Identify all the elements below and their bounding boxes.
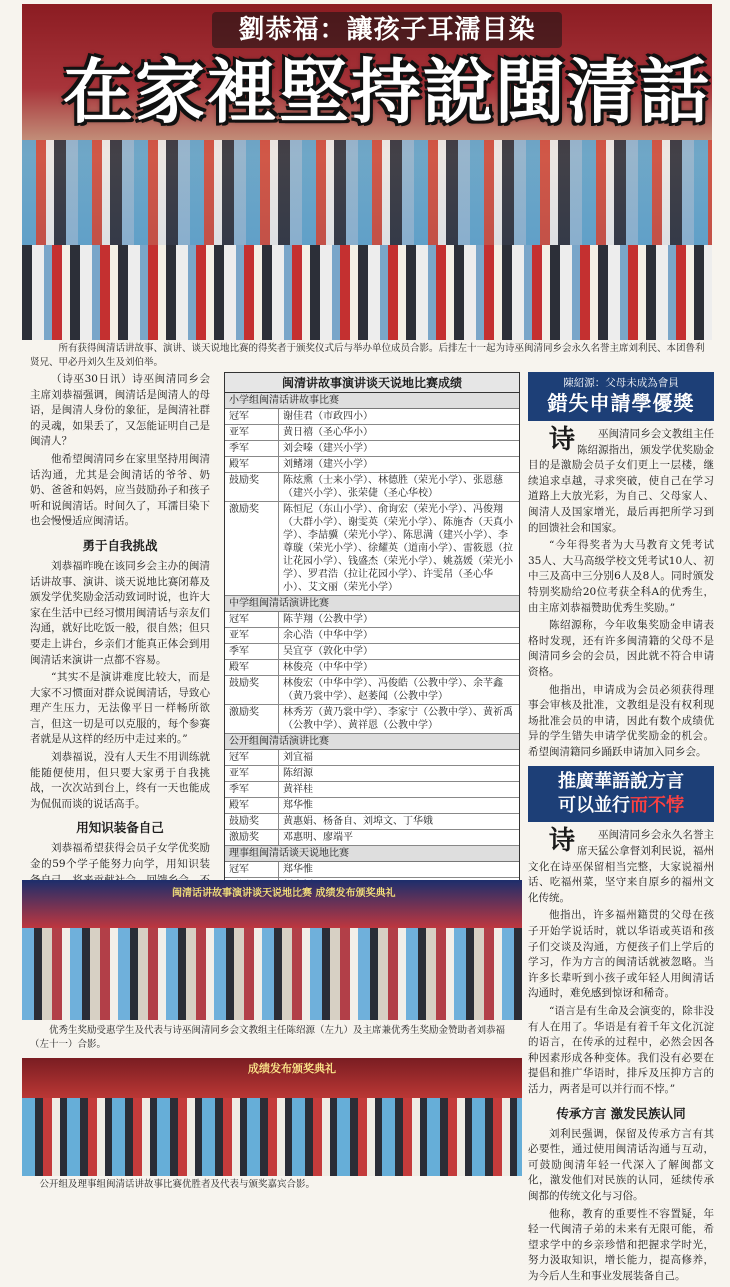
results-section-heading: 中学组闽清话演讲比赛 xyxy=(225,596,519,612)
sidebar-headline-1-kicker: 陳紹源：父母未成為會員 xyxy=(563,377,679,389)
photo-crowd xyxy=(22,1098,522,1176)
paragraph: 诗巫闽清同乡会永久名誉主席天猛公拿督刘利民说，福州文化在诗巫保留相当完整，大家说福州话、吃福州菜，坚守来自原乡的福州文化传统。 xyxy=(528,826,714,904)
results-row xyxy=(225,473,519,502)
winner-cell: 吴宜亨（敦化中学） xyxy=(283,646,373,657)
results-section-heading: 理事组闽清话谈天说地比赛 xyxy=(225,846,519,862)
sidebar-headline-2-line1: 推廣華語說方言 xyxy=(558,771,684,793)
results-row xyxy=(225,628,519,644)
sidebar-headline-2-highlight: 而不悖 xyxy=(630,795,684,817)
paragraph: “今年得奖者为大马教育文凭考试35人、大马高级学校文凭考试10人、初中三及高中三分别6人及8人。同时颁发特别奖励给20位考获全科A的优秀生，由主席刘恭福赞助优秀生奖励。” xyxy=(528,539,714,614)
winner-cell: 陈绍源 xyxy=(283,768,313,779)
results-table xyxy=(224,372,520,943)
award-cell: 亚军 xyxy=(225,425,279,440)
bottom-group-photo xyxy=(22,1058,522,1176)
results-row xyxy=(225,750,519,766)
paragraph: 陈绍源称，今年收集奖励金申请表格时发现，还有许多闽清籍的父母不是闽清同乡会的会员，因此就不符合申请资格。 xyxy=(528,619,714,678)
award-cell: 季军 xyxy=(225,782,279,797)
paragraph: “其实不是演讲难度比较大，而是大家不习惯面对群众说闽清话，导致心理产生压力，无法像平日一样畅所欲言，但这一切是可以克服的，每个参赛者就是从这样的经历中走过来的。” xyxy=(30,671,210,746)
award-cell: 殿军 xyxy=(225,457,279,472)
award-cell: 冠军 xyxy=(225,612,279,627)
results-section-heading: 公开组闽清话演讲比赛 xyxy=(225,734,519,750)
results-row xyxy=(225,660,519,676)
paragraph: 诗巫闽清同乡会文教组主任陈绍源指出，颁发学优奖励金目的是激励会员子女们更上一层楼，继续追求卓越，寻求突破，使自己在学习道路上大放光彩，为自己、父母家人、闽清人及国家增光，最后再把所学习到的回馈社会和国家。 xyxy=(528,425,714,534)
photo-crowd-front xyxy=(22,245,712,340)
photo-crowd xyxy=(22,928,522,1020)
paragraph: 刘恭福说，没有人天生不用训练就能随便使用，但只要大家勇于自我挑战，一次次站到台上，终有一天也能成为侃侃而谈的说话高手。 xyxy=(30,751,210,810)
award-cell: 激励奖 xyxy=(225,705,279,733)
winner-cell: 黄惠娟、杨备自、刘埠文、丁华娥 xyxy=(283,816,433,827)
sidebar-headline-1-title: 錯失申請學優獎 xyxy=(547,391,695,415)
award-cell: 冠军 xyxy=(225,409,279,424)
winner-cell: 林俊亮（中华中学） xyxy=(283,662,373,673)
results-row xyxy=(225,644,519,660)
results-row xyxy=(225,782,519,798)
winner-cell: 陈芋翔（公教中学） xyxy=(283,614,373,625)
photo-backdrop-banner: 闽清话讲故事演讲谈天说地比赛 成绩发布颁奖典礼 xyxy=(172,888,396,899)
award-cell: 鼓励奖 xyxy=(225,676,279,704)
award-cell: 亚军 xyxy=(225,766,279,781)
award-cell: 冠军 xyxy=(225,862,279,877)
winner-cell: 余心浩（中华中学） xyxy=(283,630,373,641)
results-row xyxy=(225,441,519,457)
results-row xyxy=(225,409,519,425)
winner-cell: 谢佳君（市政四小） xyxy=(283,411,373,422)
winner-cell: 刘鳍翊（建兴小学） xyxy=(283,459,373,470)
winner-cell: 黄祥桂 xyxy=(283,784,313,795)
section-heading: 传承方言 激发民族认同 xyxy=(556,1105,686,1121)
winner-cell: 黄日禧（圣心华小） xyxy=(283,427,373,438)
award-cell: 季军 xyxy=(225,441,279,456)
winner-cell: 林俊宏（中华中学）、冯俊皓（公教中学）、余芊鑫（黄乃裳中学）、赵萎闻（公教中学） xyxy=(283,678,503,702)
headline: 在家裡堅持說閩清話 xyxy=(63,51,711,133)
winner-cell: 邓惠明、廖端平 xyxy=(283,832,353,843)
award-cell: 冠军 xyxy=(225,750,279,765)
results-table-body xyxy=(225,393,519,942)
sidebar-headline-2-part: 可以並行 xyxy=(558,795,630,817)
photo-backdrop-banner: 成绩发布颁奖典礼 xyxy=(248,1062,336,1075)
award-cell: 激励奖 xyxy=(225,502,279,595)
paragraph: 他希望闽清同乡在家里坚持用闽清话沟通，尤其是会闽清话的爷爷、奶奶、爸爸和妈妈，应当鼓励孙子和孩子听和说闽清话。时间久了，耳濡目染下也会慢慢适应闽清话。 xyxy=(30,452,210,528)
left-article-column xyxy=(30,372,210,953)
results-row xyxy=(225,798,519,814)
results-row xyxy=(225,676,519,705)
results-row xyxy=(225,830,519,846)
paragraph: “语言是有生命及会演变的，除非没有人在用了。华语是有着千年文化沉淀的语言，在传承的过程中，必然会因各种因素形成各种变体。我们没有必要在提倡和推广华语时，排斥及压抑方言的活力，两者是可以并行而不悖。” xyxy=(528,1005,714,1095)
award-cell: 鼓励奖 xyxy=(225,814,279,829)
paragraph: 刘恭福昨晚在该同乡会主办的闽清话讲故事、演讲、谈天说地比赛闭幕及颁发学优奖励金活动致词时说，也许大家在生活中已经习惯用闽清话与亲友们沟通，就好比吃饭一般，很自然；但只要走上讲台，乡亲们才能真正体会到用闽清话来演讲一点都不容易。 xyxy=(30,559,210,666)
winner-cell: 陈炫熏（士来小学）、林德胜（荣光小学）、张恩慈（建兴小学）、张荣倢（圣心华校） xyxy=(283,475,503,499)
award-cell: 季军 xyxy=(225,644,279,659)
bottom-photo-caption: 公开组及理事组闽清话讲故事比赛优胜者及代表与颁奖嘉宾合影。 xyxy=(39,1179,316,1190)
results-row xyxy=(225,612,519,628)
award-cell: 激励奖 xyxy=(225,830,279,845)
right-article-column xyxy=(528,372,714,1287)
results-table-title: 闽清讲故事演讲谈天说地比赛成绩 xyxy=(225,373,519,393)
award-cell: 殿军 xyxy=(225,660,279,675)
award-cell: 鼓励奖 xyxy=(225,473,279,501)
sidebar-headline-2 xyxy=(528,766,714,822)
paragraph: 他指出，许多福州籍贯的父母在孩子开始学说话时，就以华语或英语和孩子们交谈及沟通，方便孩子们上学后的学习，作为方言的闽清话就被忽略。当许多长辈听到小孩子或年轻人用闽清话沟通时，难免感到惊讶和稀奇。 xyxy=(528,909,714,1000)
winner-cell: 郑华惟 xyxy=(283,864,313,875)
results-row xyxy=(225,425,519,441)
award-cell: 殿军 xyxy=(225,798,279,813)
top-photo-caption: 所有获得闽清话讲故事、演讲、谈天说地比赛的得奖者于颁奖仪式后与举办单位成员合影。后排左十一起为诗巫闽清同乡会永久名誉主席刘利民、本团鲁利贤兄、甲必丹刘久生及刘伯举。 xyxy=(30,343,705,368)
sidebar-headline-2-line2 xyxy=(534,794,708,818)
winner-cell: 刘会嗪（建兴小学） xyxy=(283,443,373,454)
headline-subtitle: 劉恭福：讓孩子耳濡目染 xyxy=(212,12,562,48)
results-row xyxy=(225,457,519,473)
winner-cell: 林秀芳（黄乃裳中学）、李家宁（公教中学）、黄祈禹（公教中学）、黄祥恩（公教中学） xyxy=(283,707,513,731)
paragraph: 刘利民强调，保留及传承方言有其必要性，通过使用闽清话沟通与互动，可鼓励闽清年轻一代深入了解闽都文化，激发他们对民族的认同，延续传承闽都的传统文化与习俗。 xyxy=(528,1127,714,1202)
paragraph: 刘恭福希望获得会员子女学优奖励金的59个学子能努力向学，用知识装 xyxy=(30,842,210,871)
results-row xyxy=(225,862,519,878)
results-section-heading: 小学组闽清话讲故事比赛 xyxy=(225,393,519,409)
paragraph: 他指出，申请成为会员必须获得理事会审核及批准，文教组是没有权利现场批准会员的申请，因此有数个成绩优异的学生错失申请学优奖励金的机会。希望闽清籍同乡踊跃申请加入同乡会。 xyxy=(528,683,714,758)
winner-cell: 刘宜福 xyxy=(283,752,313,763)
winner-cell: 陈恒尼（东山小学）、俞询宏（荣光小学）、冯俊翔（大群小学）、谢雯英（荣光小学）、陈施杏（天真小学）、李喆骥（荣光小学）、陈思满（建兴小学）、李尊璇（荣光小学）、徐耀英（道南小学）、雷筱恩（拉让花园小学）、钱盛杰（荣光小学）、姚荔媛（荣光小学）、罗君浩（拉让花园小学）、许雯帠（圣心华小）、艾文丽（荣光小学） xyxy=(283,504,513,593)
winner-cell: 郑华惟 xyxy=(283,800,313,811)
top-group-photo xyxy=(22,4,712,340)
sidebar-headline-1 xyxy=(528,372,714,421)
middle-photo-caption: 优秀生奖励受惠学生及代表与诗巫闽清同乡会文教组主任陈绍源（左九）及主席兼优秀生奖励金赞助者刘恭福（左十一）合影。 xyxy=(30,1025,506,1050)
results-row xyxy=(225,502,519,596)
award-cell: 亚军 xyxy=(225,628,279,643)
section-heading: 用知识装备自己 xyxy=(76,820,164,836)
paragraph: 他称，教育的重要性不容置疑，年轻一代闽清子弟的未来有无限可能，希望求学中的乡亲珍惜和把握求学时光，努力汲取知识，增长能力，提高修养，为今后人生和事业发展装备自己。 xyxy=(528,1207,714,1282)
results-row xyxy=(225,814,519,830)
middle-group-photo xyxy=(22,880,522,1020)
section-heading: 勇于自我挑战 xyxy=(82,537,158,553)
paragraph: （诗巫30日讯）诗巫闽清同乡会主席刘恭福强调，闽清话是闽清人的母语，是闽清人身份的象征，是闽清社群的灵魂，如果丢了，又怎能证明自己是闽清人？ xyxy=(30,373,210,448)
results-row xyxy=(225,705,519,734)
results-row xyxy=(225,766,519,782)
